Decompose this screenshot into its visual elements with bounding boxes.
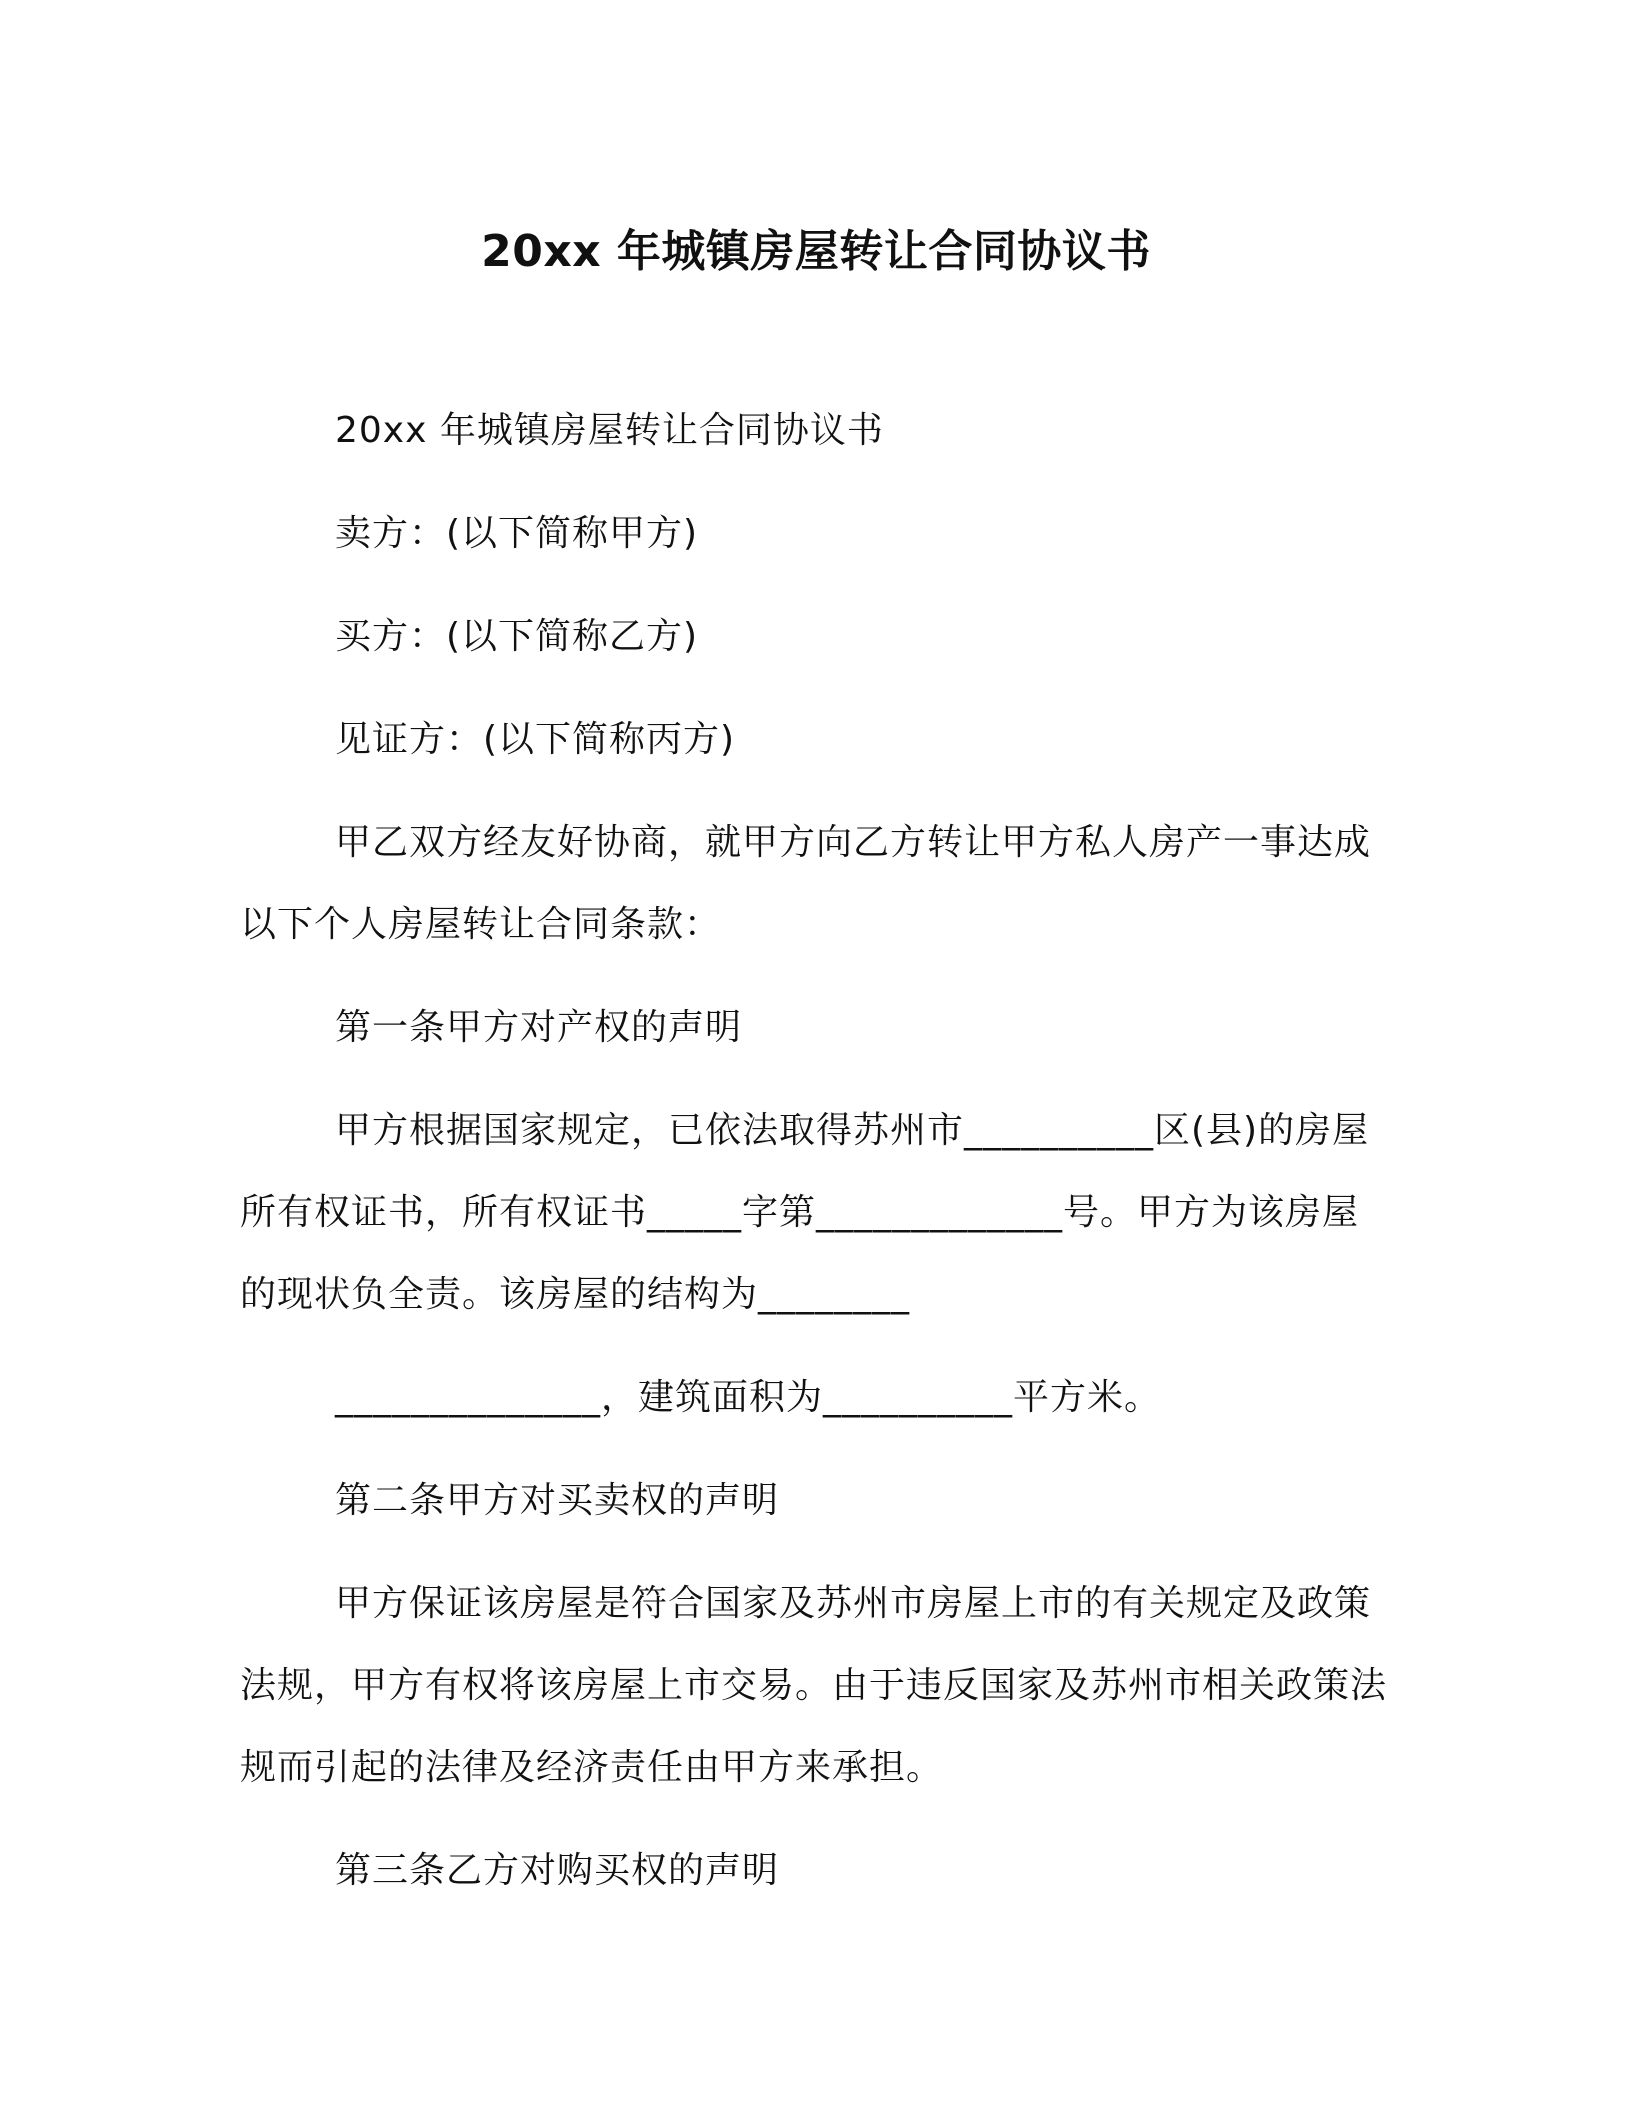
paragraph-article-2-body: 甲方保证该房屋是符合国家及苏州市房屋上市的有关规定及政策法规，甲方有权将该房屋上市交易。由于违反国家及苏州市相关政策法规而引起的法律及经济责任由甲方来承担。 — [240, 1583, 1388, 1788]
paragraph-article-3-heading: 第三条乙方对购买权的声明 — [335, 1850, 780, 1891]
paragraph-intro: 甲乙双方经友好协商，就甲方向乙方转让甲方私人房产一事达成以下个人房屋转让合同条款： — [240, 822, 1372, 945]
document-title: 20xx 年城镇房屋转让合同协议书 — [481, 226, 1151, 277]
document-body — [240, 390, 1390, 1933]
paragraph-article-2-heading: 第二条甲方对买卖权的声明 — [335, 1480, 780, 1521]
paragraph-article-1-heading: 第一条甲方对产权的声明 — [335, 1007, 743, 1048]
paragraph-witness: 见证方：(以下简称丙方) — [335, 719, 736, 760]
paragraph-buyer: 买方：(以下简称乙方) — [335, 616, 699, 657]
paragraph-seller: 卖方：(以下简称甲方) — [335, 513, 699, 554]
paragraph-subtitle: 20xx 年城镇房屋转让合同协议书 — [335, 410, 884, 451]
paragraph-article-1-area: ______________，建筑面积为__________平方米。 — [335, 1377, 1162, 1418]
paragraph-article-1-body: 甲方根据国家规定，已依法取得苏州市__________区(县)的房屋所有权证书，所有权证书_____字第_____________号。甲方为该房屋的现状负全责。该房屋的结构为________ — [240, 1110, 1370, 1315]
